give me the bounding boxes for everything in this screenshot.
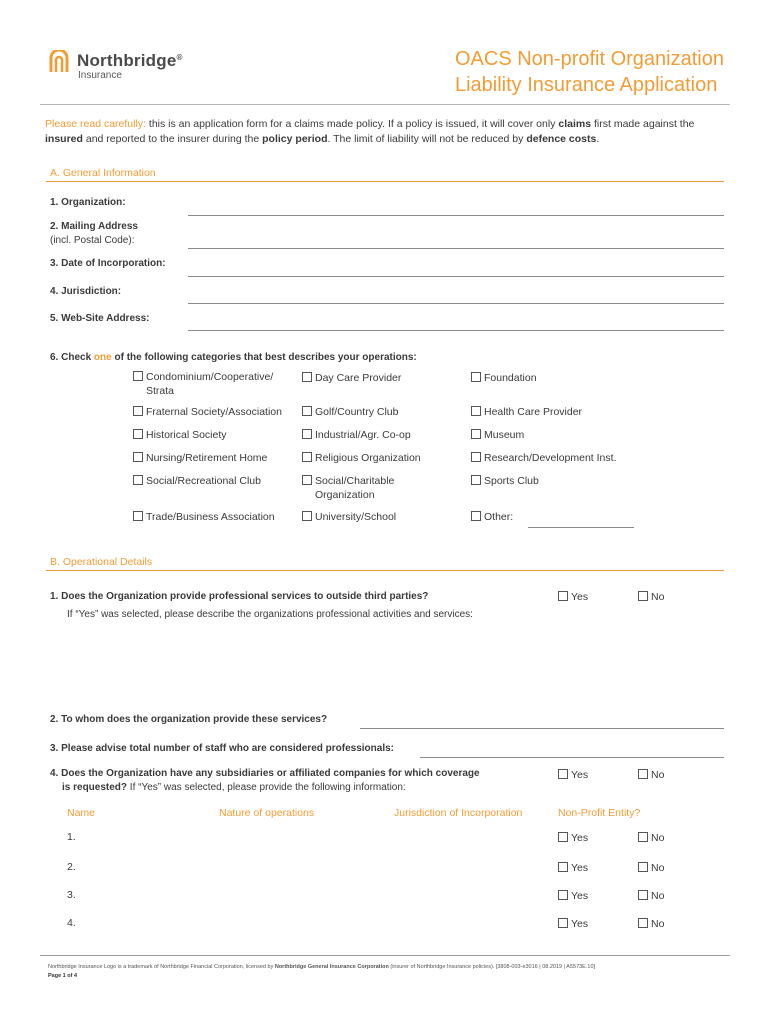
- checkbox[interactable]: [471, 372, 481, 382]
- staff-professionals-question: 3. Please advise total number of staff who are considered professionals:: [50, 743, 394, 754]
- checkbox[interactable]: [638, 769, 648, 779]
- footer-divider: [40, 955, 730, 956]
- checkbox[interactable]: [471, 429, 481, 439]
- mailing-address-label: 2. Mailing Address: [50, 221, 138, 232]
- section-b-divider: [46, 570, 724, 571]
- category-historical[interactable]: Historical Society: [133, 428, 227, 442]
- checkbox[interactable]: [133, 511, 143, 521]
- checkbox[interactable]: [133, 406, 143, 416]
- checkbox[interactable]: [302, 372, 312, 382]
- row3-no[interactable]: No: [638, 889, 664, 903]
- professional-services-question: 1. Does the Organization provide professional services to outside third parties?: [50, 591, 429, 602]
- subsidiaries-question-cont: is requested? If “Yes” was selected, please provide the following information:: [62, 782, 406, 793]
- brand-name: Northbridge®: [77, 51, 183, 70]
- jurisdiction-field[interactable]: [188, 303, 724, 304]
- checkbox[interactable]: [302, 429, 312, 439]
- northbridge-logo-icon: [48, 50, 70, 74]
- category-social-recreational[interactable]: Social/Recreational Club: [133, 474, 261, 488]
- table-row: 4.: [67, 917, 76, 929]
- checkbox[interactable]: [133, 429, 143, 439]
- brand-sub: Insurance: [78, 70, 122, 81]
- section-a-divider: [46, 181, 724, 182]
- mailing-address-field[interactable]: [188, 248, 724, 249]
- subsidiaries-no[interactable]: No: [638, 768, 664, 782]
- checkbox[interactable]: [133, 452, 143, 462]
- subsidiaries-yes[interactable]: Yes: [558, 768, 588, 782]
- category-nursing[interactable]: Nursing/Retirement Home: [133, 451, 267, 465]
- category-fraternal[interactable]: Fraternal Society/Association: [133, 405, 282, 419]
- table-row: 2.: [67, 861, 76, 873]
- professional-services-no[interactable]: No: [638, 590, 664, 604]
- incorporation-date-label: 3. Date of Incorporation:: [50, 258, 166, 269]
- checkbox[interactable]: [558, 591, 568, 601]
- checkbox[interactable]: [302, 452, 312, 462]
- page-number: Page 1 of 4: [48, 973, 78, 979]
- row3-yes[interactable]: Yes: [558, 889, 588, 903]
- checkbox[interactable]: [471, 406, 481, 416]
- subsidiaries-question: 4. Does the Organization have any subsidiaries or affiliated companies for which coverage: [50, 768, 480, 779]
- checkbox[interactable]: [638, 890, 648, 900]
- category-golf[interactable]: Golf/Country Club: [302, 405, 398, 419]
- category-foundation[interactable]: Foundation: [471, 371, 537, 385]
- checkbox[interactable]: [638, 862, 648, 872]
- checkbox[interactable]: [638, 591, 648, 601]
- checkbox[interactable]: [558, 862, 568, 872]
- professional-services-describe: If “Yes” was selected, please describe the organizations professional activities and services:: [67, 609, 473, 620]
- category-health-care[interactable]: Health Care Provider: [471, 405, 582, 419]
- checkbox[interactable]: [302, 406, 312, 416]
- jurisdiction-label: 4. Jurisdiction:: [50, 286, 122, 297]
- section-b-heading: B. Operational Details: [50, 556, 153, 568]
- checkbox[interactable]: [558, 890, 568, 900]
- row4-no[interactable]: No: [638, 917, 664, 931]
- service-recipients-field[interactable]: [360, 728, 724, 729]
- mailing-address-sublabel: (incl. Postal Code):: [50, 235, 135, 246]
- organization-label: 1. Organization:: [50, 197, 126, 208]
- service-recipients-question: 2. To whom does the organization provide these services?: [50, 714, 328, 725]
- checkbox[interactable]: [471, 452, 481, 462]
- category-other[interactable]: Other:: [471, 510, 513, 524]
- row1-yes[interactable]: Yes: [558, 831, 588, 845]
- footer-legal: Northbridge Insurance Logo is a trademark of Northbridge Financial Corporation, licensed by Northbridge General Insurance Corporation (insurer of Northbridge Insurance policies). [3808-003-e3016 | 08.2019 | A5573E.10]: [48, 964, 596, 970]
- other-category-field[interactable]: [528, 527, 634, 528]
- incorporation-date-field[interactable]: [188, 276, 724, 277]
- table-row: 1.: [67, 831, 76, 843]
- category-museum[interactable]: Museum: [471, 428, 524, 442]
- category-sports[interactable]: Sports Club: [471, 474, 539, 488]
- checkbox[interactable]: [302, 511, 312, 521]
- checkbox[interactable]: [302, 475, 312, 485]
- category-industrial[interactable]: Industrial/Agr. Co-op: [302, 428, 411, 442]
- category-condominium[interactable]: Condominium/Cooperative/ Strata: [133, 370, 273, 398]
- row1-no[interactable]: No: [638, 831, 664, 845]
- professional-services-yes[interactable]: Yes: [558, 590, 588, 604]
- category-research[interactable]: Research/Development Inst.: [471, 451, 616, 465]
- category-question: 6. Check one of the following categories that best describes your operations:: [50, 352, 417, 363]
- checkbox[interactable]: [471, 475, 481, 485]
- table-row: 3.: [67, 889, 76, 901]
- checkbox[interactable]: [558, 918, 568, 928]
- row4-yes[interactable]: Yes: [558, 917, 588, 931]
- header-divider: [40, 104, 730, 105]
- checkbox[interactable]: [638, 832, 648, 842]
- category-day-care[interactable]: Day Care Provider: [302, 371, 401, 385]
- category-religious[interactable]: Religious Organization: [302, 451, 421, 465]
- organization-field[interactable]: [188, 215, 724, 216]
- section-a-heading: A. General Information: [50, 167, 156, 179]
- page-title: OACS Non-profit Organization Liability Insurance Application: [454, 48, 724, 96]
- checkbox[interactable]: [133, 371, 143, 381]
- checkbox[interactable]: [638, 918, 648, 928]
- checkbox[interactable]: [133, 475, 143, 485]
- column-nonprofit: Non-Profit Entity?: [558, 807, 641, 819]
- checkbox[interactable]: [558, 832, 568, 842]
- column-name: Name: [67, 807, 96, 819]
- staff-professionals-field[interactable]: [420, 757, 724, 758]
- intro-paragraph: Please read carefully: this is an application form for a claims made policy. If a policy is issued, it will cover only claims first made against the insured and reported to the insurer during the policy period. The limit of liability will not be reduced by defence costs.: [45, 118, 695, 145]
- column-nature: Nature of operations: [219, 807, 315, 819]
- row2-yes[interactable]: Yes: [558, 861, 588, 875]
- category-trade[interactable]: Trade/Business Association: [133, 510, 275, 524]
- category-university[interactable]: University/School: [302, 510, 396, 524]
- website-field[interactable]: [188, 330, 724, 331]
- checkbox[interactable]: [471, 511, 481, 521]
- row2-no[interactable]: No: [638, 861, 664, 875]
- checkbox[interactable]: [558, 769, 568, 779]
- column-jurisdiction: Jurisdiction of Incorporation: [394, 807, 523, 819]
- website-label: 5. Web-Site Address:: [50, 313, 150, 324]
- category-social-charitable[interactable]: Social/Charitable Organization: [302, 474, 394, 502]
